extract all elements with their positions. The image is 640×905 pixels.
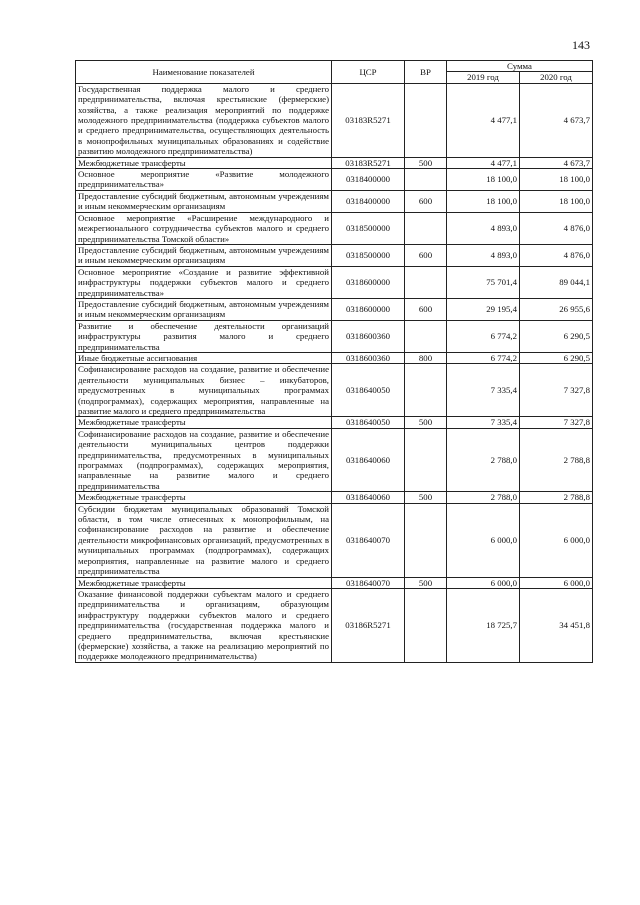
table-row bbox=[76, 577, 593, 588]
row-vr bbox=[405, 169, 447, 191]
table-row bbox=[76, 169, 593, 191]
row-sum-2019: 6 774,2 bbox=[447, 352, 520, 363]
table-row bbox=[76, 320, 593, 352]
row-sum-2019: 18 100,0 bbox=[447, 169, 520, 191]
row-sum-2020: 4 673,7 bbox=[520, 83, 593, 157]
row-sum-2019: 4 477,1 bbox=[447, 157, 520, 168]
row-sum-2020: 2 788,8 bbox=[520, 492, 593, 503]
table-row bbox=[76, 352, 593, 363]
row-sum-2020: 18 100,0 bbox=[520, 190, 593, 212]
row-vr: 600 bbox=[405, 244, 447, 266]
row-sum-2019: 7 335,4 bbox=[447, 417, 520, 428]
row-name: Основное мероприятие «Расширение международного и межрегионального сотрудничества субъектов малого и среднего предпринимательства Томской области» bbox=[76, 212, 332, 244]
row-csr: 0318640070 bbox=[332, 577, 405, 588]
budget-table bbox=[75, 60, 593, 663]
row-sum-2019: 4 893,0 bbox=[447, 244, 520, 266]
row-sum-2019: 2 788,0 bbox=[447, 492, 520, 503]
row-sum-2020: 2 788,8 bbox=[520, 428, 593, 491]
row-csr: 0318500000 bbox=[332, 244, 405, 266]
row-name: Предоставление субсидий бюджетным, автономным учреждениям и иным некоммерческим организациям bbox=[76, 244, 332, 266]
row-sum-2020: 4 876,0 bbox=[520, 212, 593, 244]
row-sum-2020: 7 327,8 bbox=[520, 417, 593, 428]
row-name: Предоставление субсидий бюджетным, автономным учреждениям и иным некоммерческим организациям bbox=[76, 298, 332, 320]
row-sum-2019: 4 477,1 bbox=[447, 83, 520, 157]
row-name: Межбюджетные трансферты bbox=[76, 157, 332, 168]
row-vr bbox=[405, 320, 447, 352]
row-vr: 500 bbox=[405, 157, 447, 168]
row-sum-2019: 6 774,2 bbox=[447, 320, 520, 352]
row-csr: 0318600360 bbox=[332, 352, 405, 363]
row-vr: 800 bbox=[405, 352, 447, 363]
row-vr bbox=[405, 83, 447, 157]
row-sum-2020: 4 876,0 bbox=[520, 244, 593, 266]
row-vr: 600 bbox=[405, 190, 447, 212]
row-csr: 0318600000 bbox=[332, 266, 405, 298]
row-name: Иные бюджетные ассигнования bbox=[76, 352, 332, 363]
row-name: Субсидии бюджетам муниципальных образований Томской области, в том числе отнесенных к монопрофильным, на софинансирование расходов на развитие и обеспечение деятельности микрофинансовых организаций, предусмотренных в муниципальных программах (подпрограммах), содержащих мероприятия, направленные на развитие малого и среднего предпринимательства bbox=[76, 503, 332, 577]
table-row bbox=[76, 364, 593, 417]
header-name: Наименование показателей bbox=[76, 61, 332, 84]
row-csr: 03183R5271 bbox=[332, 157, 405, 168]
row-sum-2020: 4 673,7 bbox=[520, 157, 593, 168]
row-sum-2020: 18 100,0 bbox=[520, 169, 593, 191]
row-name: Софинансирование расходов на создание, развитие и обеспечение деятельности муниципальных центров поддержки предпринимательства, предусмотренных в муниципальных программах (подпрограммах), содержащих мероприятия, направленные на развитие малого и среднего предпринимательства bbox=[76, 428, 332, 491]
row-csr: 0318500000 bbox=[332, 212, 405, 244]
table-row bbox=[76, 588, 593, 662]
row-sum-2020: 6 000,0 bbox=[520, 503, 593, 577]
table-row bbox=[76, 83, 593, 157]
row-csr: 0318640060 bbox=[332, 428, 405, 491]
row-csr: 0318400000 bbox=[332, 190, 405, 212]
row-sum-2019: 18 725,7 bbox=[447, 588, 520, 662]
table-row bbox=[76, 190, 593, 212]
row-vr: 600 bbox=[405, 298, 447, 320]
page-number: 143 bbox=[572, 38, 590, 52]
row-name: Межбюджетные трансферты bbox=[76, 417, 332, 428]
row-sum-2019: 75 701,4 bbox=[447, 266, 520, 298]
row-vr bbox=[405, 212, 447, 244]
table-row bbox=[76, 492, 593, 503]
table-header bbox=[76, 61, 593, 84]
row-csr: 0318640050 bbox=[332, 417, 405, 428]
row-csr: 0318640070 bbox=[332, 503, 405, 577]
row-vr bbox=[405, 428, 447, 491]
row-vr bbox=[405, 588, 447, 662]
row-csr: 03186R5271 bbox=[332, 588, 405, 662]
row-sum-2019: 18 100,0 bbox=[447, 190, 520, 212]
row-vr bbox=[405, 503, 447, 577]
row-name: Основное мероприятие «Развитие молодежного предпринимательства» bbox=[76, 169, 332, 191]
row-vr bbox=[405, 364, 447, 417]
row-csr: 0318640050 bbox=[332, 364, 405, 417]
row-sum-2019: 29 195,4 bbox=[447, 298, 520, 320]
row-name: Межбюджетные трансферты bbox=[76, 577, 332, 588]
row-sum-2019: 2 788,0 bbox=[447, 428, 520, 491]
row-name: Основное мероприятие «Создание и развитие эффективной инфраструктуры поддержки субъектов малого и среднего предпринимательства» bbox=[76, 266, 332, 298]
row-vr: 500 bbox=[405, 492, 447, 503]
row-sum-2019: 6 000,0 bbox=[447, 577, 520, 588]
header-sum: Сумма bbox=[447, 61, 593, 72]
table-row bbox=[76, 428, 593, 491]
row-name: Межбюджетные трансферты bbox=[76, 492, 332, 503]
row-sum-2020: 89 044,1 bbox=[520, 266, 593, 298]
row-csr: 0318600360 bbox=[332, 320, 405, 352]
table-row bbox=[76, 298, 593, 320]
row-csr: 0318600000 bbox=[332, 298, 405, 320]
table-row bbox=[76, 244, 593, 266]
table-body bbox=[76, 83, 593, 662]
row-name: Государственная поддержка малого и среднего предпринимательства, включая крестьянские (фермерские) хозяйства, а также реализация мероприятий по поддержке молодежного предпринимательства (поддержка субъектов малого и среднего предпринимательства, осуществляющих деятельность в монопрофильных муниципальных образованиях и содействие развитию молодежного предпринимательства) bbox=[76, 83, 332, 157]
table-row bbox=[76, 266, 593, 298]
row-name: Оказание финансовой поддержки субъектам малого и среднего предпринимательства и организациям, образующим инфраструктуру поддержки субъектов малого и среднего предпринимательства (государственная поддержка малого и среднего предпринимательства, включая крестьянские (фермерские) хозяйства, а также на реализацию мероприятий по поддержке молодежного предпринимательства) bbox=[76, 588, 332, 662]
row-name: Развитие и обеспечение деятельности организаций инфраструктуры развития малого и среднего предпринимательства bbox=[76, 320, 332, 352]
row-sum-2020: 6 290,5 bbox=[520, 352, 593, 363]
row-sum-2020: 26 955,6 bbox=[520, 298, 593, 320]
row-vr: 500 bbox=[405, 417, 447, 428]
row-sum-2020: 7 327,8 bbox=[520, 364, 593, 417]
header-year-2019: 2019 год bbox=[447, 72, 520, 83]
row-name: Предоставление субсидий бюджетным, автономным учреждениям и иным некоммерческим организациям bbox=[76, 190, 332, 212]
header-csr: ЦСР bbox=[332, 61, 405, 84]
row-csr: 0318400000 bbox=[332, 169, 405, 191]
table-row bbox=[76, 212, 593, 244]
header-year-2020: 2020 год bbox=[520, 72, 593, 83]
table-row bbox=[76, 157, 593, 168]
row-name: Софинансирование расходов на создание, развитие и обеспечение деятельности муниципальных бизнес – инкубаторов, предусмотренных в муниципальных программах (подпрограммах), содержащих мероприятия, направленные на развитие малого и среднего предпринимательства bbox=[76, 364, 332, 417]
row-sum-2020: 6 290,5 bbox=[520, 320, 593, 352]
row-vr: 500 bbox=[405, 577, 447, 588]
row-sum-2019: 7 335,4 bbox=[447, 364, 520, 417]
row-sum-2020: 34 451,8 bbox=[520, 588, 593, 662]
row-csr: 03183R5271 bbox=[332, 83, 405, 157]
row-vr bbox=[405, 266, 447, 298]
row-sum-2019: 4 893,0 bbox=[447, 212, 520, 244]
row-sum-2019: 6 000,0 bbox=[447, 503, 520, 577]
header-vr: ВР bbox=[405, 61, 447, 84]
row-sum-2020: 6 000,0 bbox=[520, 577, 593, 588]
table-row bbox=[76, 417, 593, 428]
row-csr: 0318640060 bbox=[332, 492, 405, 503]
table-row bbox=[76, 503, 593, 577]
